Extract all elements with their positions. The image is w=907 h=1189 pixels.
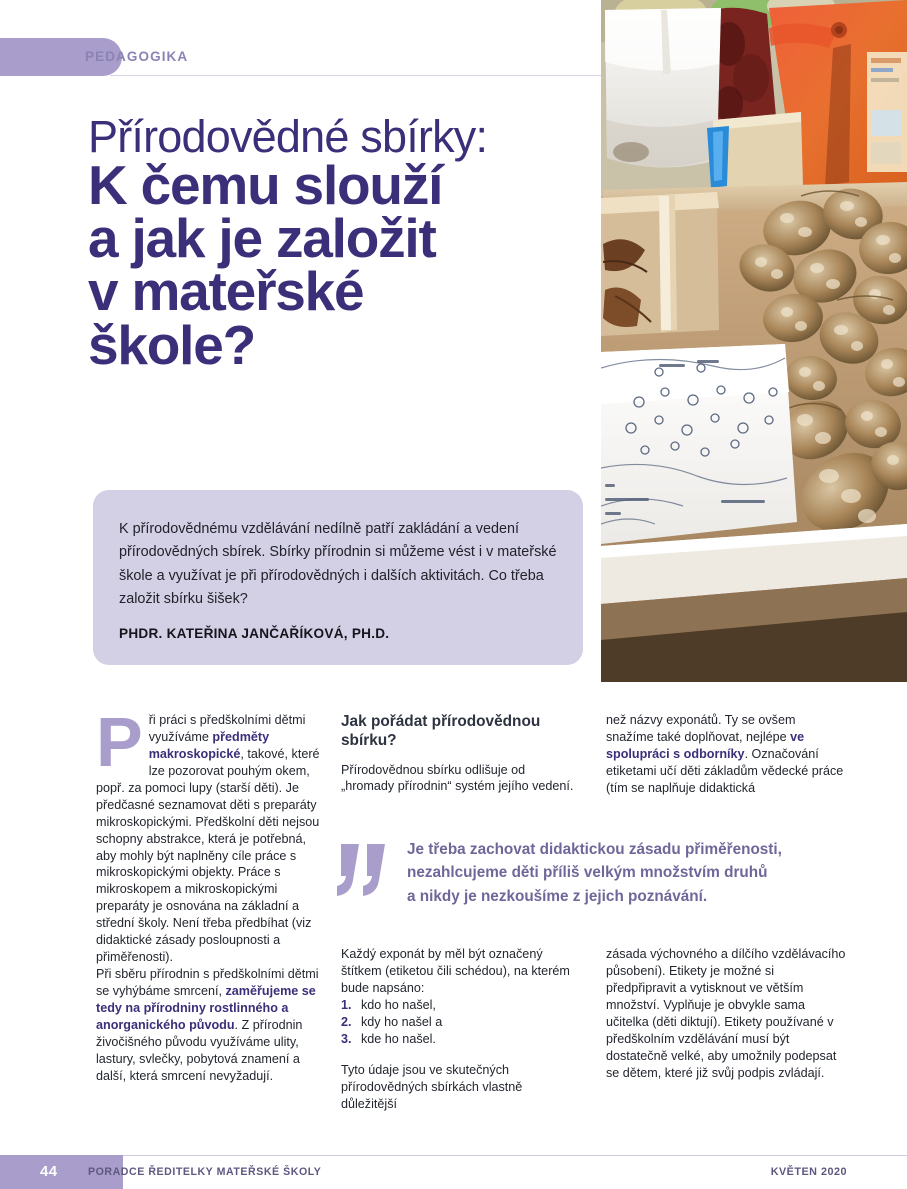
list-item: [341, 1031, 577, 1048]
col1-p2-part-b: . Z přírodnin živočišného původu využíváme ulity, lastury, svlečky, pobytová znamení a další, která smrcení nevyžadují.: [96, 1017, 303, 1083]
col3-paragraph-1: [606, 712, 846, 797]
col1-p1-part-a: ři práci s předškolními dětmi využíváme: [148, 713, 306, 744]
headline-line-5: škole?: [88, 313, 256, 376]
body-column-3-bottom: [606, 946, 846, 1082]
quotation-mark-icon: [335, 840, 395, 900]
body-column-2-bottom: [341, 946, 577, 1112]
list-item: [341, 1014, 577, 1031]
pull-quote-line-3: a nikdy je nezkoušíme z jejich poznávání.: [407, 887, 708, 905]
hero-photo: [601, 0, 907, 682]
col3-p1-part-b: . Označování etiketami učí děti základům vědecké práce (tím se naplňuje didaktická: [606, 746, 844, 795]
body-column-2-top: [341, 712, 577, 795]
col2-paragraph-1: Přírodovědnou sbírku odlišuje od „hromady přírodnin“ systém jejího vedení.: [341, 762, 574, 794]
page-number: 44: [40, 1163, 58, 1180]
list-item-number: 2.: [341, 1014, 352, 1029]
headline-line-3: a jak je založit: [88, 206, 436, 269]
list-item-number: 3.: [341, 1031, 352, 1046]
col3-p1-emphasis: ve spolupráci s odborníky: [606, 729, 805, 761]
paragraph-spacer: [341, 1048, 577, 1062]
label-requirements-list: [341, 997, 577, 1048]
pull-quote: [335, 838, 855, 926]
col1-p2-emphasis: zaměřujeme se tedy na přírodniny rostlinného a anorganického původu: [96, 984, 316, 1032]
col3-p1-part-a: než názvy exponátů. Ty se ovšem snažíme také doplňovat, nejlépe: [606, 713, 796, 744]
col1-p1-part-b: , takové, které lze pozorovat pouhým okem, popř. za pomoci lupy (starší děti). Je předčasné seznamovat děti s preparáty mikroskopickými. Předškolní děti nejsou schopny abstrakce, která je potřebná, aby mohly být naplněny cíle práce s mikroskopickými objekty. Práce s mikroskopem a mikroskopickými preparáty je osnována na základní a střední školy. Není třeba předbíhat (viz didaktické zásady posloupnosti a přiměřenosti).: [96, 746, 320, 965]
pull-quote-text: [407, 838, 857, 908]
body-column-1: [96, 703, 324, 1085]
issue-date: KVĚTEN 2020: [770, 1166, 847, 1178]
list-item: [341, 997, 577, 1014]
hero-photo-illustration: [601, 0, 907, 682]
col3-paragraph-2: zásada výchovného a dílčího vzdělávacího působení). Etikety je možné si předpřipravit a vytisknout ve větším množství. Vyplňuje je obvykle sama učitelka (děti diktují). Etikety používané v předškolním vzdělávání musí být dostatečně velké, aby umožnily podepsat se dětem, které již svůj podpis zvládají.: [606, 947, 846, 1080]
body-column-3-top: [606, 712, 846, 797]
page-footer: [0, 1155, 907, 1189]
list-item-number: 1.: [341, 997, 352, 1012]
col2-paragraph-2: Každý exponát by měl být označený štítkem (etiketou čili schédou), na kterém bude napsáno:: [341, 947, 570, 995]
kicker-label: PEDAGOGIKA: [85, 49, 189, 64]
list-item-text: kdy ho našel a: [361, 1014, 443, 1029]
article-headline: [88, 111, 588, 376]
publication-title: PORADCE ŘEDITELKY MATEŘSKÉ ŠKOLY: [88, 1166, 322, 1178]
section-heading: Jak pořádat přírodovědnou sbírku?: [341, 713, 541, 750]
article-author: PHDR. KATEŘINA JANČAŘÍKOVÁ, PH.D.: [119, 626, 390, 642]
lead-abstract-box: [93, 490, 583, 665]
headline-line-4: v mateřské: [88, 260, 364, 323]
list-item-text: kde ho našel.: [361, 1031, 436, 1046]
col2-paragraph-3: Tyto údaje jsou ve skutečných přírodovědných sbírkách vlastně důležitější: [341, 1062, 523, 1111]
headline-line-2: K čemu slouží: [88, 153, 443, 216]
headline-line-1: Přírodovědné sbírky:: [88, 111, 488, 162]
col1-paragraph-1: [96, 703, 324, 966]
col1-paragraph-2: [96, 966, 324, 1085]
col1-p2-part-a: Při sběru přírodnin s předškolními dětmi se vyhýbáme smrcení,: [96, 967, 319, 998]
lead-paragraph: K přírodovědnému vzdělávání nedílně patří zakládání a vedení přírodovědných sbírek. Sbírky přírodnin si můžeme vést i v mateřské škole a využívat je při přírodovědných i dalších aktivitách. Co třeba založit sbírku šišek?: [119, 521, 557, 607]
drop-cap: P: [96, 703, 143, 781]
pull-quote-line-1: Je třeba zachovat didaktickou zásadu přiměřenosti,: [407, 841, 782, 858]
col1-p1-emphasis: předměty makroskopické: [148, 729, 270, 761]
list-item-text: kdo ho našel,: [361, 997, 436, 1012]
pull-quote-line-2: nezahlcujeme děti příliš velkým množstvím druhů: [407, 864, 768, 882]
